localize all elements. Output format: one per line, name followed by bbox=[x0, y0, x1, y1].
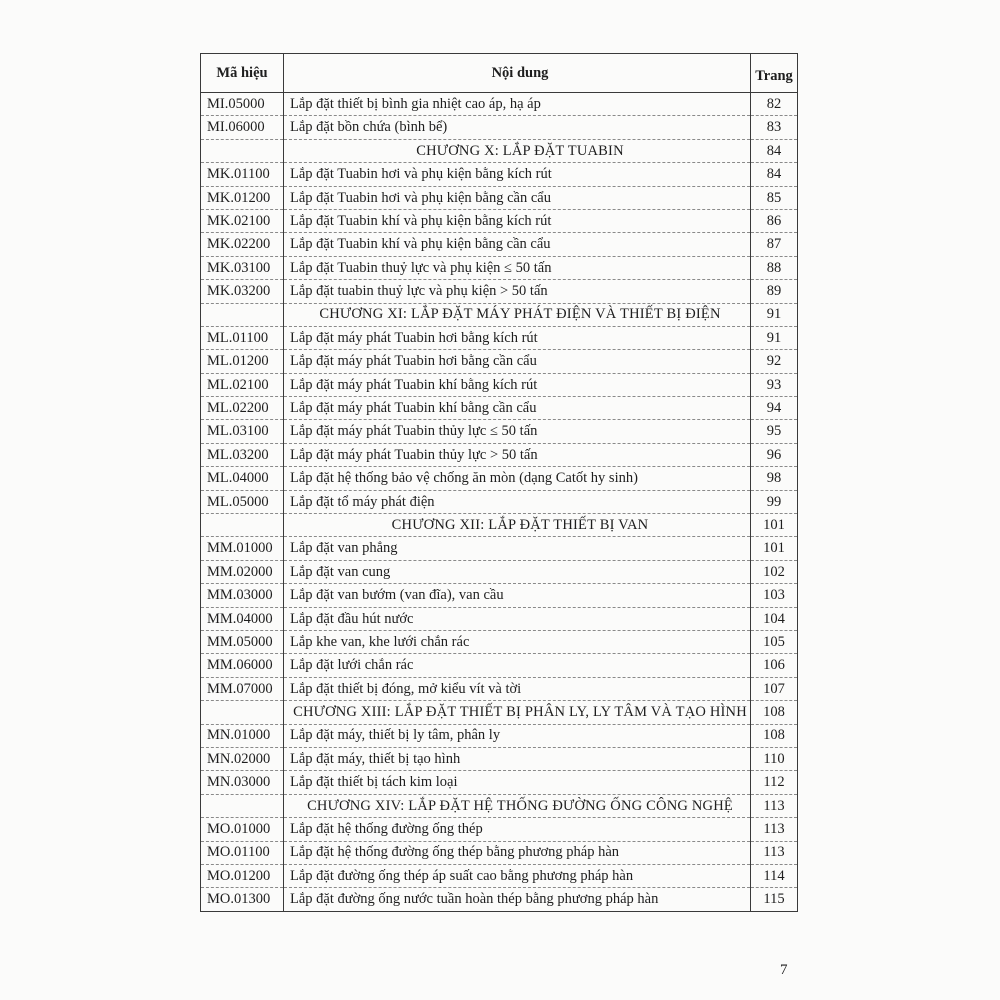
row-code: MM.03000 bbox=[201, 584, 284, 607]
row-page: 106 bbox=[751, 654, 798, 677]
row-page: 83 bbox=[751, 116, 798, 139]
row-code bbox=[201, 139, 284, 162]
row-content: Lắp đặt thiết bị đóng, mở kiểu vít và tời bbox=[284, 677, 751, 700]
row-code: MK.03200 bbox=[201, 280, 284, 303]
row-content: Lắp đặt máy, thiết bị tạo hình bbox=[284, 747, 751, 770]
table-row bbox=[201, 350, 798, 373]
table-row bbox=[201, 724, 798, 747]
table-row bbox=[201, 818, 798, 841]
row-code: MN.01000 bbox=[201, 724, 284, 747]
row-content: Lắp đặt thiết bị bình gia nhiệt cao áp, hạ áp bbox=[284, 93, 751, 116]
row-content: Lắp đặt Tuabin hơi và phụ kiện bằng kích rút bbox=[284, 163, 751, 186]
row-code bbox=[201, 514, 284, 537]
row-content: Lắp đặt thiết bị tách kim loại bbox=[284, 771, 751, 794]
row-page: 115 bbox=[763, 891, 785, 908]
row-page: 101 bbox=[751, 514, 798, 537]
row-code: MO.01200 bbox=[201, 864, 284, 887]
row-code: MN.02000 bbox=[201, 747, 284, 770]
row-code bbox=[201, 701, 284, 724]
row-page: 95 bbox=[751, 420, 798, 443]
row-page: 110 bbox=[751, 747, 798, 770]
header-code: Mã hiệu bbox=[201, 54, 284, 93]
row-page: 84 bbox=[751, 163, 798, 186]
row-code: ML.01100 bbox=[201, 326, 284, 349]
table-row bbox=[201, 93, 798, 116]
row-content: Lắp đặt hệ thống bảo vệ chống ăn mòn (dạng Catốt hy sinh) bbox=[284, 467, 751, 490]
table-row bbox=[201, 397, 798, 420]
row-page: 113 bbox=[751, 794, 798, 817]
chapter-title: CHƯƠNG XI: LẮP ĐẶT MÁY PHÁT ĐIỆN VÀ THIẾT BỊ ĐIỆN bbox=[284, 303, 751, 326]
row-content: Lắp đặt Tuabin khí và phụ kiện bằng kích rút bbox=[284, 209, 751, 232]
table-row bbox=[201, 607, 798, 630]
chapter-title: CHƯƠNG XIV: LẮP ĐẶT HỆ THỐNG ĐƯỜNG ỐNG CÔNG NGHỆ bbox=[284, 794, 751, 817]
row-content: Lắp đặt đường ống nước tuần hoàn thép bằng phương pháp hàn bbox=[284, 888, 751, 911]
row-content: Lắp đặt Tuabin khí và phụ kiện bằng cần cẩu bbox=[284, 233, 751, 256]
table-row bbox=[201, 373, 798, 396]
row-page: 102 bbox=[751, 560, 798, 583]
row-page: 103 bbox=[751, 584, 798, 607]
table-row bbox=[201, 280, 798, 303]
row-code: MN.03000 bbox=[201, 771, 284, 794]
chapter-row bbox=[201, 139, 798, 162]
row-content: Lắp đặt máy phát Tuabin thủy lực > 50 tấn bbox=[284, 443, 751, 466]
row-content: Lắp đặt Tuabin thuỷ lực và phụ kiện ≤ 50 tấn bbox=[284, 256, 751, 279]
row-code: MO.01300 bbox=[201, 888, 284, 911]
table-row bbox=[201, 864, 798, 887]
table-row bbox=[201, 560, 798, 583]
row-content: Lắp đặt máy, thiết bị ly tâm, phân ly bbox=[284, 724, 751, 747]
table-row bbox=[201, 747, 798, 770]
row-code: MK.01100 bbox=[201, 163, 284, 186]
row-content: Lắp đặt bồn chứa (bình bể) bbox=[284, 116, 751, 139]
chapter-title: CHƯƠNG XII: LẮP ĐẶT THIẾT BỊ VAN bbox=[284, 514, 751, 537]
table-row bbox=[201, 841, 798, 864]
row-code: MM.07000 bbox=[201, 677, 284, 700]
row-page: 86 bbox=[751, 209, 798, 232]
row-code: MM.02000 bbox=[201, 560, 284, 583]
table-row bbox=[201, 326, 798, 349]
table-row bbox=[201, 116, 798, 139]
row-code: MI.06000 bbox=[201, 116, 284, 139]
row-page: 113 bbox=[751, 818, 798, 841]
row-content: Lắp đặt van cung bbox=[284, 560, 751, 583]
row-page: 114 bbox=[751, 864, 798, 887]
row-page: 108 bbox=[751, 724, 798, 747]
row-code: ML.04000 bbox=[201, 467, 284, 490]
table-row bbox=[201, 537, 798, 560]
row-content: Lắp đặt máy phát Tuabin khí bằng cần cẩu bbox=[284, 397, 751, 420]
header-page: Trang bbox=[751, 54, 798, 93]
toc-body bbox=[201, 93, 798, 912]
row-code: ML.02200 bbox=[201, 397, 284, 420]
row-content: Lắp đặt máy phát Tuabin hơi bằng cần cẩu bbox=[284, 350, 751, 373]
chapter-title: CHƯƠNG XIII: LẮP ĐẶT THIẾT BỊ PHÂN LY, LY TÂM VÀ TẠO HÌNH bbox=[284, 701, 751, 724]
row-code: ML.03200 bbox=[201, 443, 284, 466]
row-page: 87 bbox=[751, 233, 798, 256]
table-row bbox=[201, 443, 798, 466]
row-code bbox=[201, 794, 284, 817]
row-code: MK.03100 bbox=[201, 256, 284, 279]
chapter-row bbox=[201, 303, 798, 326]
row-content: Lắp đặt hệ thống đường ống thép bằng phương pháp hàn bbox=[284, 841, 751, 864]
table-row bbox=[201, 584, 798, 607]
row-code: ML.05000 bbox=[201, 490, 284, 513]
row-content: Lắp đặt lưới chắn rác bbox=[284, 654, 751, 677]
chapter-row bbox=[201, 701, 798, 724]
row-content: Lắp đặt máy phát Tuabin thủy lực ≤ 50 tấn bbox=[284, 420, 751, 443]
table-row bbox=[201, 654, 798, 677]
row-content: Lắp đặt tuabin thuỷ lực và phụ kiện > 50 tấn bbox=[284, 280, 751, 303]
row-content: Lắp đặt van phẳng bbox=[284, 537, 751, 560]
row-page: 82 bbox=[751, 93, 798, 116]
table-header-row bbox=[201, 54, 798, 93]
table-row bbox=[201, 186, 798, 209]
row-page: 92 bbox=[751, 350, 798, 373]
chapter-row bbox=[201, 514, 798, 537]
row-content: Lắp đặt hệ thống đường ống thép bbox=[284, 818, 751, 841]
row-page: 89 bbox=[751, 280, 798, 303]
row-code: MM.06000 bbox=[201, 654, 284, 677]
row-page: 112 bbox=[751, 771, 798, 794]
row-code: MM.05000 bbox=[201, 630, 284, 653]
row-page: 88 bbox=[751, 256, 798, 279]
row-code: ML.01200 bbox=[201, 350, 284, 373]
row-code: MI.05000 bbox=[201, 93, 284, 116]
row-page: 107 bbox=[751, 677, 798, 700]
row-code bbox=[201, 303, 284, 326]
row-code: MO.01100 bbox=[201, 841, 284, 864]
table-row bbox=[201, 467, 798, 490]
row-content: Lắp đặt Tuabin hơi và phụ kiện bằng cần cẩu bbox=[284, 186, 751, 209]
table-row bbox=[201, 256, 798, 279]
row-code: MK.02200 bbox=[201, 233, 284, 256]
row-page: 85 bbox=[751, 186, 798, 209]
table-row bbox=[201, 163, 798, 186]
row-code: MM.01000 bbox=[201, 537, 284, 560]
chapter-title: CHƯƠNG X: LẮP ĐẶT TUABIN bbox=[284, 139, 751, 162]
row-page: 84 bbox=[751, 139, 798, 162]
row-content: Lắp đặt máy phát Tuabin khí bằng kích rút bbox=[284, 373, 751, 396]
table-row bbox=[201, 233, 798, 256]
row-code: MK.02100 bbox=[201, 209, 284, 232]
table-row bbox=[201, 490, 798, 513]
row-page: 101 bbox=[751, 537, 798, 560]
table-row bbox=[201, 771, 798, 794]
row-page: 96 bbox=[751, 443, 798, 466]
table-row bbox=[201, 420, 798, 443]
row-content: Lắp đặt đường ống thép áp suất cao bằng phương pháp hàn bbox=[284, 864, 751, 887]
header-content: Nội dung bbox=[284, 54, 751, 93]
row-content: Lắp đặt máy phát Tuabin hơi bằng kích rút bbox=[284, 326, 751, 349]
row-page: 99 bbox=[751, 490, 798, 513]
table-row bbox=[201, 888, 798, 911]
row-page: 91 bbox=[751, 303, 798, 326]
row-page: 108 bbox=[751, 701, 798, 724]
row-page: 93 bbox=[751, 373, 798, 396]
row-page: 113 bbox=[751, 841, 798, 864]
table-row bbox=[201, 209, 798, 232]
row-code: MK.01200 bbox=[201, 186, 284, 209]
row-page: 94 bbox=[751, 397, 798, 420]
row-page: 98 bbox=[751, 467, 798, 490]
row-code: MO.01000 bbox=[201, 818, 284, 841]
row-content: Lắp khe van, khe lưới chắn rác bbox=[284, 630, 751, 653]
chapter-row bbox=[201, 794, 798, 817]
row-page: 104 bbox=[751, 607, 798, 630]
toc-table bbox=[200, 53, 798, 912]
row-page: 91 bbox=[751, 326, 798, 349]
table-row bbox=[201, 677, 798, 700]
table-row bbox=[201, 630, 798, 653]
row-code: ML.02100 bbox=[201, 373, 284, 396]
page-number: 7 bbox=[780, 962, 788, 978]
row-page: 105 bbox=[751, 630, 798, 653]
row-content: Lắp đặt tổ máy phát điện bbox=[284, 490, 751, 513]
row-code: MM.04000 bbox=[201, 607, 284, 630]
row-content: Lắp đặt van bướm (van đĩa), van cầu bbox=[284, 584, 751, 607]
row-code: ML.03100 bbox=[201, 420, 284, 443]
row-content: Lắp đặt đầu hút nước bbox=[284, 607, 751, 630]
